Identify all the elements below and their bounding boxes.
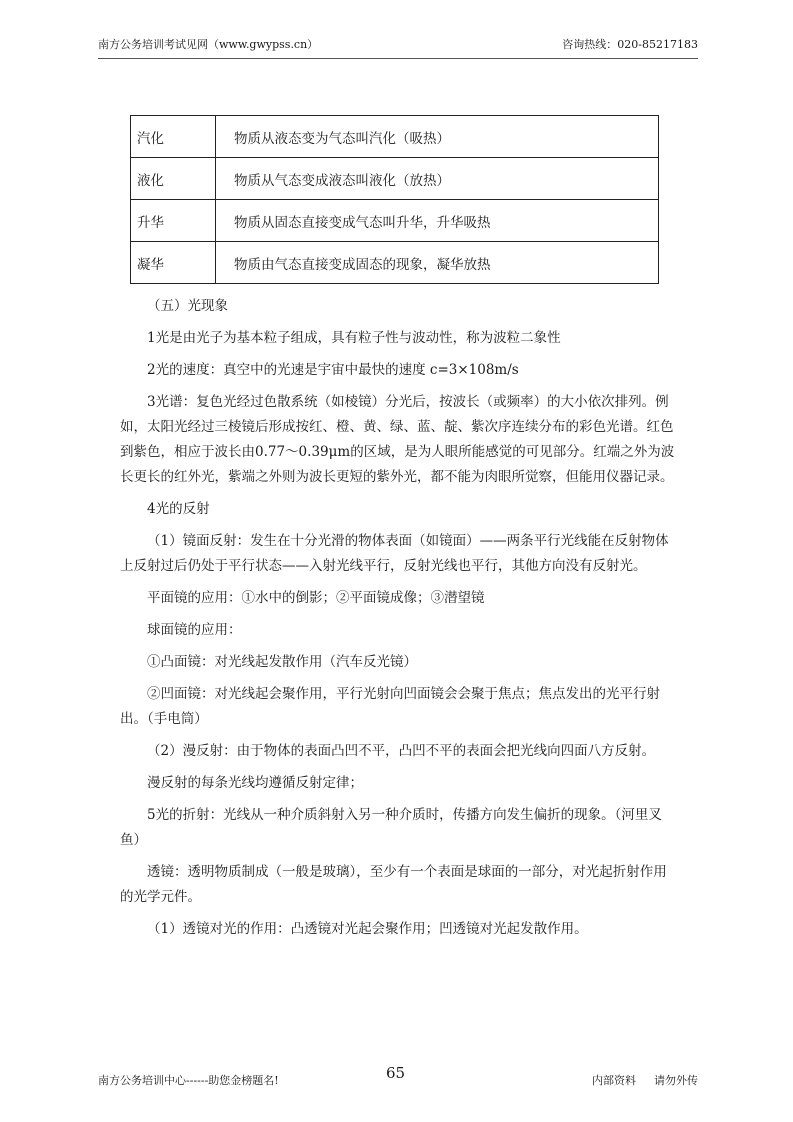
header-divider xyxy=(98,58,698,59)
paragraph: 球面镜的应用： xyxy=(147,622,242,638)
footer-no-distribute-label: 请勿外传 xyxy=(654,1074,698,1087)
paragraph: （2）漫反射：由于物体的表面凸凹不平，凸凹不平的表面会把光线向四面八方反射。 xyxy=(147,743,656,759)
table-row xyxy=(131,242,659,284)
paragraph: 透镜：透明物质制成（一般是玻璃），至少有一个表面是球面的一部分，对光起折射作用的光学元件。 xyxy=(120,864,667,905)
footer-internal-label: 内部资料 xyxy=(592,1074,636,1087)
paragraph: 漫反射的每条光线均遵循反射定律； xyxy=(147,775,363,791)
paragraph: （1）透镜对光的作用：凸透镜对光起会聚作用；凹透镜对光起发散作用。 xyxy=(147,921,588,937)
page-header xyxy=(98,36,698,56)
table-row xyxy=(131,158,659,200)
table-term: 升华 xyxy=(131,200,216,242)
paragraph: （1）镜面反射：发生在十分光滑的物体表面（如镜面）——两条平行光线能在反射物体上反射过后仍处于平行状态——入射光线平行，反射光线也平行，其他方向没有反射光。 xyxy=(120,533,669,574)
header-site-name: 南方公务培训考试见网（www.gwypss.cn） xyxy=(98,38,319,51)
paragraph: ②凹面镜：对光线起会聚作用，平行光射向凹面镜会会聚于焦点；焦点发出的光平行射出。（手电筒） xyxy=(120,686,660,727)
paragraph: 2光的速度：真空中的光速是宇宙中最快的速度 c=3×108m/s xyxy=(147,362,519,378)
section-heading: （五）光现象 xyxy=(147,298,228,314)
paragraph: ①凸面镜：对光线起发散作用（汽车反光镜） xyxy=(147,654,417,670)
paragraph: 1光是由光子为基本粒子组成，具有粒子性与波动性，称为波粒二象性 xyxy=(147,330,561,346)
body-text xyxy=(120,294,680,949)
table-term: 凝华 xyxy=(131,242,216,284)
table-term: 汽化 xyxy=(131,116,216,158)
phase-change-table xyxy=(130,115,659,284)
table-row xyxy=(131,116,659,158)
table-description: 物质从液态变为气态叫汽化（吸热） xyxy=(216,116,659,158)
header-hotline: 咨询热线：020-85217183 xyxy=(562,38,698,51)
table-description: 物质由气态直接变成固态的现象，凝华放热 xyxy=(216,242,659,284)
paragraph: 平面镜的应用：①水中的倒影；②平面镜成像；③潜望镜 xyxy=(147,590,485,606)
footer-notice xyxy=(592,1072,698,1088)
table-description: 物质从固态直接变成气态叫升华，升华吸热 xyxy=(216,200,659,242)
footer-slogan: 南方公务培训中心------助您金榜题名! xyxy=(98,1074,279,1087)
table-term: 液化 xyxy=(131,158,216,200)
paragraph: 5光的折射：光线从一种介质斜射入另一种介质时，传播方向发生偏折的现象。（河里叉鱼） xyxy=(120,807,662,848)
table-description: 物质从气态变成液态叫液化（放热） xyxy=(216,158,659,200)
table-row xyxy=(131,200,659,242)
page-number: 65 xyxy=(386,1064,406,1082)
paragraph: 3光谱：复色光经过色散系统（如棱镜）分光后，按波长（或频率）的大小依次排列。例如，太阳光经过三棱镜后形成按红、橙、黄、绿、蓝、靛、紫次序连续分布的彩色光谱。红色到紫色，相应于波长由0.77～0.39μm的区域，是为人眼所能感觉的可见部分。红端之外为波长更长的红外光，紫端之外则为波长更短的紫外光，都不能为肉眼所觉察，但能用仪器记录。 xyxy=(120,394,675,485)
subsection-heading: 4光的反射 xyxy=(147,501,210,517)
page-footer xyxy=(98,1058,698,1098)
